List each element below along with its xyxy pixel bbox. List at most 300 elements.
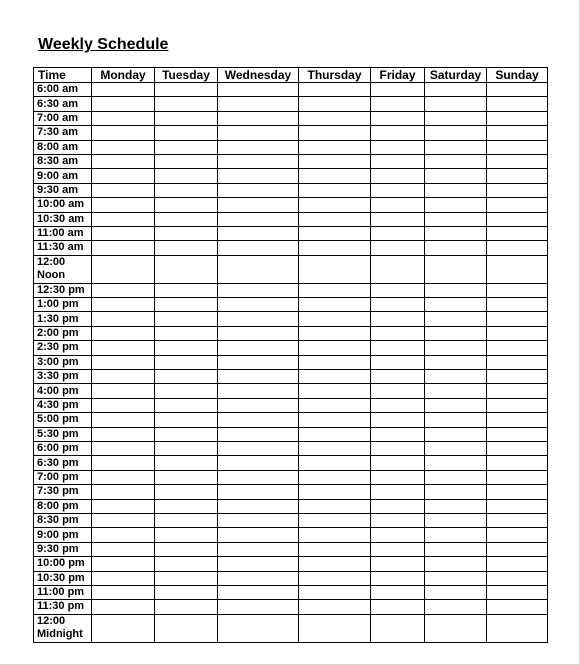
- schedule-cell-saturday[interactable]: [425, 614, 487, 642]
- schedule-cell-monday[interactable]: [92, 341, 155, 355]
- schedule-cell-tuesday[interactable]: [155, 355, 218, 369]
- schedule-cell-friday[interactable]: [371, 140, 425, 154]
- schedule-cell-friday[interactable]: [371, 470, 425, 484]
- schedule-cell-saturday[interactable]: [425, 212, 487, 226]
- schedule-cell-monday[interactable]: [92, 470, 155, 484]
- schedule-cell-sunday[interactable]: [487, 169, 548, 183]
- schedule-cell-tuesday[interactable]: [155, 341, 218, 355]
- schedule-cell-friday[interactable]: [371, 413, 425, 427]
- time-slot-label: 8:00 am: [34, 140, 92, 154]
- schedule-cell-wednesday[interactable]: [218, 384, 299, 398]
- schedule-cell-wednesday[interactable]: [218, 326, 299, 340]
- schedule-row: [34, 355, 548, 369]
- schedule-cell-tuesday[interactable]: [155, 499, 218, 513]
- schedule-cell-thursday[interactable]: [299, 212, 371, 226]
- schedule-cell-wednesday[interactable]: [218, 557, 299, 571]
- schedule-cell-wednesday[interactable]: [218, 241, 299, 255]
- schedule-cell-monday[interactable]: [92, 97, 155, 111]
- schedule-cell-wednesday[interactable]: [218, 341, 299, 355]
- schedule-cell-saturday[interactable]: [425, 370, 487, 384]
- schedule-cell-wednesday[interactable]: [218, 413, 299, 427]
- schedule-cell-saturday[interactable]: [425, 298, 487, 312]
- schedule-cell-tuesday[interactable]: [155, 370, 218, 384]
- schedule-cell-thursday[interactable]: [299, 97, 371, 111]
- schedule-cell-thursday[interactable]: [299, 241, 371, 255]
- schedule-cell-wednesday[interactable]: [218, 542, 299, 556]
- time-slot-label: 11:00 am: [34, 226, 92, 240]
- time-slot-label: 2:00 pm: [34, 326, 92, 340]
- schedule-cell-friday[interactable]: [371, 169, 425, 183]
- schedule-cell-monday[interactable]: [92, 485, 155, 499]
- schedule-cell-friday[interactable]: [371, 513, 425, 527]
- schedule-cell-friday[interactable]: [371, 154, 425, 168]
- schedule-row: [34, 283, 548, 297]
- schedule-cell-wednesday[interactable]: [218, 456, 299, 470]
- schedule-cell-saturday[interactable]: [425, 542, 487, 556]
- schedule-row: [34, 528, 548, 542]
- schedule-cell-sunday[interactable]: [487, 83, 548, 97]
- schedule-cell-friday[interactable]: [371, 384, 425, 398]
- schedule-row: [34, 169, 548, 183]
- schedule-cell-sunday[interactable]: [487, 557, 548, 571]
- schedule-cell-wednesday[interactable]: [218, 600, 299, 614]
- schedule-cell-saturday[interactable]: [425, 528, 487, 542]
- schedule-cell-thursday[interactable]: [299, 140, 371, 154]
- schedule-cell-wednesday[interactable]: [218, 427, 299, 441]
- schedule-row: [34, 557, 548, 571]
- time-column-header: Time: [34, 68, 92, 83]
- schedule-cell-saturday[interactable]: [425, 312, 487, 326]
- schedule-cell-tuesday[interactable]: [155, 413, 218, 427]
- schedule-cell-monday[interactable]: [92, 226, 155, 240]
- schedule-cell-thursday[interactable]: [299, 283, 371, 297]
- schedule-cell-thursday[interactable]: [299, 456, 371, 470]
- schedule-cell-sunday[interactable]: [487, 298, 548, 312]
- schedule-cell-wednesday[interactable]: [218, 528, 299, 542]
- schedule-cell-thursday[interactable]: [299, 370, 371, 384]
- schedule-cell-saturday[interactable]: [425, 456, 487, 470]
- schedule-cell-monday[interactable]: [92, 571, 155, 585]
- schedule-cell-thursday[interactable]: [299, 226, 371, 240]
- schedule-cell-tuesday[interactable]: [155, 398, 218, 412]
- schedule-cell-thursday[interactable]: [299, 513, 371, 527]
- schedule-cell-friday[interactable]: [371, 600, 425, 614]
- schedule-cell-sunday[interactable]: [487, 398, 548, 412]
- schedule-cell-wednesday[interactable]: [218, 154, 299, 168]
- schedule-row: [34, 585, 548, 599]
- schedule-cell-sunday[interactable]: [487, 341, 548, 355]
- schedule-cell-saturday[interactable]: [425, 441, 487, 455]
- schedule-cell-wednesday[interactable]: [218, 198, 299, 212]
- schedule-cell-monday[interactable]: [92, 413, 155, 427]
- time-slot-label: 12:00 Midnight: [34, 614, 92, 642]
- schedule-cell-sunday[interactable]: [487, 542, 548, 556]
- schedule-body: [34, 83, 548, 643]
- schedule-cell-friday[interactable]: [371, 212, 425, 226]
- time-slot-label: 6:30 am: [34, 97, 92, 111]
- schedule-cell-friday[interactable]: [371, 456, 425, 470]
- schedule-cell-tuesday[interactable]: [155, 513, 218, 527]
- schedule-cell-thursday[interactable]: [299, 298, 371, 312]
- schedule-cell-tuesday[interactable]: [155, 456, 218, 470]
- schedule-cell-monday[interactable]: [92, 183, 155, 197]
- schedule-cell-saturday[interactable]: [425, 126, 487, 140]
- schedule-cell-monday[interactable]: [92, 140, 155, 154]
- schedule-cell-monday[interactable]: [92, 557, 155, 571]
- schedule-cell-thursday[interactable]: [299, 542, 371, 556]
- schedule-cell-wednesday[interactable]: [218, 470, 299, 484]
- schedule-cell-monday[interactable]: [92, 83, 155, 97]
- schedule-cell-monday[interactable]: [92, 169, 155, 183]
- schedule-cell-tuesday[interactable]: [155, 485, 218, 499]
- schedule-cell-tuesday[interactable]: [155, 557, 218, 571]
- schedule-cell-saturday[interactable]: [425, 169, 487, 183]
- day-header-tuesday: Tuesday: [155, 68, 218, 83]
- time-slot-label: 6:00 pm: [34, 441, 92, 455]
- schedule-cell-monday[interactable]: [92, 370, 155, 384]
- schedule-cell-wednesday[interactable]: [218, 614, 299, 642]
- schedule-cell-saturday[interactable]: [425, 326, 487, 340]
- day-header-thursday: Thursday: [299, 68, 371, 83]
- schedule-cell-sunday[interactable]: [487, 283, 548, 297]
- schedule-cell-tuesday[interactable]: [155, 614, 218, 642]
- schedule-cell-friday[interactable]: [371, 355, 425, 369]
- schedule-cell-wednesday[interactable]: [218, 226, 299, 240]
- schedule-cell-saturday[interactable]: [425, 97, 487, 111]
- schedule-cell-tuesday[interactable]: [155, 528, 218, 542]
- schedule-cell-monday[interactable]: [92, 283, 155, 297]
- schedule-cell-wednesday[interactable]: [218, 111, 299, 125]
- schedule-cell-thursday[interactable]: [299, 169, 371, 183]
- schedule-row: [34, 97, 548, 111]
- schedule-cell-tuesday[interactable]: [155, 384, 218, 398]
- schedule-cell-thursday[interactable]: [299, 413, 371, 427]
- schedule-cell-friday[interactable]: [371, 183, 425, 197]
- schedule-cell-sunday[interactable]: [487, 499, 548, 513]
- schedule-cell-tuesday[interactable]: [155, 600, 218, 614]
- schedule-cell-tuesday[interactable]: [155, 183, 218, 197]
- schedule-cell-wednesday[interactable]: [218, 485, 299, 499]
- schedule-cell-wednesday[interactable]: [218, 355, 299, 369]
- schedule-cell-saturday[interactable]: [425, 183, 487, 197]
- schedule-cell-sunday[interactable]: [487, 528, 548, 542]
- schedule-cell-sunday[interactable]: [487, 255, 548, 283]
- schedule-cell-tuesday[interactable]: [155, 427, 218, 441]
- schedule-cell-monday[interactable]: [92, 499, 155, 513]
- schedule-cell-wednesday[interactable]: [218, 169, 299, 183]
- schedule-cell-sunday[interactable]: [487, 355, 548, 369]
- schedule-cell-sunday[interactable]: [487, 111, 548, 125]
- schedule-cell-saturday[interactable]: [425, 83, 487, 97]
- schedule-cell-tuesday[interactable]: [155, 154, 218, 168]
- schedule-cell-tuesday[interactable]: [155, 126, 218, 140]
- schedule-cell-monday[interactable]: [92, 241, 155, 255]
- time-slot-label: 8:00 pm: [34, 499, 92, 513]
- schedule-cell-monday[interactable]: [92, 384, 155, 398]
- schedule-cell-saturday[interactable]: [425, 283, 487, 297]
- schedule-cell-monday[interactable]: [92, 126, 155, 140]
- schedule-cell-sunday[interactable]: [487, 312, 548, 326]
- schedule-cell-tuesday[interactable]: [155, 312, 218, 326]
- schedule-cell-sunday[interactable]: [487, 183, 548, 197]
- schedule-cell-friday[interactable]: [371, 571, 425, 585]
- schedule-cell-monday[interactable]: [92, 528, 155, 542]
- schedule-cell-thursday[interactable]: [299, 441, 371, 455]
- schedule-cell-tuesday[interactable]: [155, 571, 218, 585]
- schedule-cell-wednesday[interactable]: [218, 513, 299, 527]
- schedule-cell-thursday[interactable]: [299, 398, 371, 412]
- schedule-cell-saturday[interactable]: [425, 413, 487, 427]
- schedule-cell-saturday[interactable]: [425, 427, 487, 441]
- schedule-cell-sunday[interactable]: [487, 441, 548, 455]
- schedule-cell-monday[interactable]: [92, 355, 155, 369]
- time-slot-label: 7:30 am: [34, 126, 92, 140]
- schedule-cell-sunday[interactable]: [487, 413, 548, 427]
- schedule-row: [34, 384, 548, 398]
- schedule-cell-monday[interactable]: [92, 154, 155, 168]
- schedule-cell-wednesday[interactable]: [218, 126, 299, 140]
- schedule-row: [34, 226, 548, 240]
- schedule-cell-friday[interactable]: [371, 97, 425, 111]
- schedule-cell-thursday[interactable]: [299, 255, 371, 283]
- schedule-cell-saturday[interactable]: [425, 485, 487, 499]
- schedule-cell-friday[interactable]: [371, 370, 425, 384]
- schedule-row: [34, 542, 548, 556]
- schedule-cell-saturday[interactable]: [425, 384, 487, 398]
- schedule-cell-monday[interactable]: [92, 600, 155, 614]
- schedule-cell-sunday[interactable]: [487, 154, 548, 168]
- schedule-cell-friday[interactable]: [371, 126, 425, 140]
- schedule-cell-tuesday[interactable]: [155, 226, 218, 240]
- schedule-cell-friday[interactable]: [371, 255, 425, 283]
- schedule-cell-monday[interactable]: [92, 111, 155, 125]
- schedule-cell-friday[interactable]: [371, 528, 425, 542]
- schedule-cell-thursday[interactable]: [299, 312, 371, 326]
- time-slot-label: 3:30 pm: [34, 370, 92, 384]
- schedule-cell-sunday[interactable]: [487, 470, 548, 484]
- schedule-cell-friday[interactable]: [371, 427, 425, 441]
- schedule-row: [34, 398, 548, 412]
- schedule-cell-thursday[interactable]: [299, 198, 371, 212]
- schedule-cell-saturday[interactable]: [425, 198, 487, 212]
- schedule-cell-sunday[interactable]: [487, 456, 548, 470]
- schedule-cell-saturday[interactable]: [425, 241, 487, 255]
- schedule-cell-sunday[interactable]: [487, 241, 548, 255]
- schedule-cell-thursday[interactable]: [299, 341, 371, 355]
- schedule-cell-wednesday[interactable]: [218, 255, 299, 283]
- schedule-cell-sunday[interactable]: [487, 384, 548, 398]
- schedule-cell-saturday[interactable]: [425, 255, 487, 283]
- schedule-cell-saturday[interactable]: [425, 513, 487, 527]
- schedule-cell-tuesday[interactable]: [155, 326, 218, 340]
- schedule-cell-wednesday[interactable]: [218, 283, 299, 297]
- schedule-cell-sunday[interactable]: [487, 513, 548, 527]
- schedule-row: [34, 341, 548, 355]
- schedule-row: [34, 499, 548, 513]
- schedule-cell-wednesday[interactable]: [218, 441, 299, 455]
- schedule-cell-tuesday[interactable]: [155, 585, 218, 599]
- schedule-cell-thursday[interactable]: [299, 83, 371, 97]
- schedule-cell-friday[interactable]: [371, 83, 425, 97]
- schedule-cell-sunday[interactable]: [487, 198, 548, 212]
- schedule-cell-friday[interactable]: [371, 499, 425, 513]
- schedule-cell-tuesday[interactable]: [155, 470, 218, 484]
- schedule-cell-friday[interactable]: [371, 441, 425, 455]
- schedule-cell-thursday[interactable]: [299, 154, 371, 168]
- schedule-cell-friday[interactable]: [371, 198, 425, 212]
- schedule-cell-saturday[interactable]: [425, 140, 487, 154]
- schedule-cell-friday[interactable]: [371, 398, 425, 412]
- schedule-cell-tuesday[interactable]: [155, 241, 218, 255]
- schedule-cell-thursday[interactable]: [299, 355, 371, 369]
- day-header-sunday: Sunday: [487, 68, 548, 83]
- schedule-cell-thursday[interactable]: [299, 557, 371, 571]
- schedule-cell-sunday[interactable]: [487, 126, 548, 140]
- schedule-cell-wednesday[interactable]: [218, 571, 299, 585]
- schedule-cell-monday[interactable]: [92, 326, 155, 340]
- schedule-cell-friday[interactable]: [371, 542, 425, 556]
- schedule-cell-sunday[interactable]: [487, 485, 548, 499]
- schedule-cell-friday[interactable]: [371, 298, 425, 312]
- schedule-cell-sunday[interactable]: [487, 326, 548, 340]
- schedule-row: [34, 241, 548, 255]
- schedule-cell-thursday[interactable]: [299, 470, 371, 484]
- schedule-cell-monday[interactable]: [92, 212, 155, 226]
- schedule-cell-monday[interactable]: [92, 614, 155, 642]
- schedule-cell-tuesday[interactable]: [155, 111, 218, 125]
- schedule-cell-wednesday[interactable]: [218, 398, 299, 412]
- schedule-cell-thursday[interactable]: [299, 183, 371, 197]
- schedule-cell-monday[interactable]: [92, 255, 155, 283]
- schedule-cell-monday[interactable]: [92, 398, 155, 412]
- schedule-cell-sunday[interactable]: [487, 600, 548, 614]
- schedule-cell-tuesday[interactable]: [155, 441, 218, 455]
- schedule-cell-saturday[interactable]: [425, 398, 487, 412]
- schedule-cell-thursday[interactable]: [299, 326, 371, 340]
- schedule-cell-tuesday[interactable]: [155, 255, 218, 283]
- schedule-cell-wednesday[interactable]: [218, 499, 299, 513]
- schedule-cell-monday[interactable]: [92, 427, 155, 441]
- time-slot-label: 10:00 am: [34, 198, 92, 212]
- schedule-cell-monday[interactable]: [92, 585, 155, 599]
- schedule-cell-thursday[interactable]: [299, 571, 371, 585]
- schedule-cell-friday[interactable]: [371, 226, 425, 240]
- schedule-cell-friday[interactable]: [371, 341, 425, 355]
- schedule-cell-monday[interactable]: [92, 298, 155, 312]
- schedule-cell-friday[interactable]: [371, 283, 425, 297]
- schedule-cell-saturday[interactable]: [425, 111, 487, 125]
- schedule-cell-saturday[interactable]: [425, 585, 487, 599]
- time-slot-label: 11:00 pm: [34, 585, 92, 599]
- time-slot-label: 6:00 am: [34, 83, 92, 97]
- schedule-cell-thursday[interactable]: [299, 111, 371, 125]
- schedule-cell-monday[interactable]: [92, 441, 155, 455]
- schedule-cell-wednesday[interactable]: [218, 83, 299, 97]
- schedule-cell-wednesday[interactable]: [218, 97, 299, 111]
- schedule-cell-wednesday[interactable]: [218, 298, 299, 312]
- schedule-cell-saturday[interactable]: [425, 154, 487, 168]
- schedule-cell-tuesday[interactable]: [155, 298, 218, 312]
- schedule-cell-friday[interactable]: [371, 557, 425, 571]
- schedule-cell-thursday[interactable]: [299, 600, 371, 614]
- schedule-cell-wednesday[interactable]: [218, 370, 299, 384]
- schedule-cell-friday[interactable]: [371, 326, 425, 340]
- schedule-cell-monday[interactable]: [92, 542, 155, 556]
- schedule-cell-saturday[interactable]: [425, 355, 487, 369]
- schedule-cell-thursday[interactable]: [299, 126, 371, 140]
- schedule-cell-wednesday[interactable]: [218, 183, 299, 197]
- schedule-row: [34, 83, 548, 97]
- schedule-cell-tuesday[interactable]: [155, 97, 218, 111]
- schedule-cell-tuesday[interactable]: [155, 140, 218, 154]
- time-slot-label: 10:00 pm: [34, 557, 92, 571]
- schedule-cell-thursday[interactable]: [299, 528, 371, 542]
- schedule-cell-sunday[interactable]: [487, 97, 548, 111]
- time-slot-label: 11:30 pm: [34, 600, 92, 614]
- schedule-cell-sunday[interactable]: [487, 212, 548, 226]
- schedule-cell-sunday[interactable]: [487, 140, 548, 154]
- schedule-cell-friday[interactable]: [371, 241, 425, 255]
- schedule-cell-wednesday[interactable]: [218, 312, 299, 326]
- time-slot-label: 9:00 am: [34, 169, 92, 183]
- schedule-cell-sunday[interactable]: [487, 614, 548, 642]
- schedule-cell-friday[interactable]: [371, 312, 425, 326]
- schedule-cell-wednesday[interactable]: [218, 212, 299, 226]
- schedule-cell-saturday[interactable]: [425, 557, 487, 571]
- schedule-cell-tuesday[interactable]: [155, 283, 218, 297]
- schedule-cell-monday[interactable]: [92, 312, 155, 326]
- schedule-cell-thursday[interactable]: [299, 384, 371, 398]
- schedule-cell-friday[interactable]: [371, 614, 425, 642]
- schedule-cell-sunday[interactable]: [487, 571, 548, 585]
- time-slot-label: 5:30 pm: [34, 427, 92, 441]
- schedule-cell-saturday[interactable]: [425, 600, 487, 614]
- schedule-cell-thursday[interactable]: [299, 499, 371, 513]
- schedule-cell-thursday[interactable]: [299, 614, 371, 642]
- schedule-cell-tuesday[interactable]: [155, 198, 218, 212]
- time-slot-label: 2:30 pm: [34, 341, 92, 355]
- schedule-cell-saturday[interactable]: [425, 341, 487, 355]
- schedule-cell-friday[interactable]: [371, 585, 425, 599]
- schedule-cell-sunday[interactable]: [487, 585, 548, 599]
- schedule-cell-saturday[interactable]: [425, 470, 487, 484]
- schedule-cell-sunday[interactable]: [487, 427, 548, 441]
- schedule-cell-sunday[interactable]: [487, 226, 548, 240]
- schedule-cell-monday[interactable]: [92, 513, 155, 527]
- schedule-cell-tuesday[interactable]: [155, 83, 218, 97]
- schedule-cell-saturday[interactable]: [425, 499, 487, 513]
- schedule-cell-saturday[interactable]: [425, 571, 487, 585]
- schedule-cell-sunday[interactable]: [487, 370, 548, 384]
- schedule-cell-tuesday[interactable]: [155, 169, 218, 183]
- header-row: [34, 68, 548, 83]
- schedule-cell-thursday[interactable]: [299, 427, 371, 441]
- schedule-cell-monday[interactable]: [92, 198, 155, 212]
- schedule-row: [34, 513, 548, 527]
- time-slot-label: 4:30 pm: [34, 398, 92, 412]
- schedule-cell-tuesday[interactable]: [155, 212, 218, 226]
- schedule-cell-thursday[interactable]: [299, 485, 371, 499]
- schedule-cell-wednesday[interactable]: [218, 585, 299, 599]
- schedule-cell-wednesday[interactable]: [218, 140, 299, 154]
- schedule-cell-friday[interactable]: [371, 485, 425, 499]
- schedule-cell-monday[interactable]: [92, 456, 155, 470]
- schedule-cell-tuesday[interactable]: [155, 542, 218, 556]
- time-slot-label: 8:30 pm: [34, 513, 92, 527]
- schedule-cell-friday[interactable]: [371, 111, 425, 125]
- schedule-cell-thursday[interactable]: [299, 585, 371, 599]
- schedule-cell-saturday[interactable]: [425, 226, 487, 240]
